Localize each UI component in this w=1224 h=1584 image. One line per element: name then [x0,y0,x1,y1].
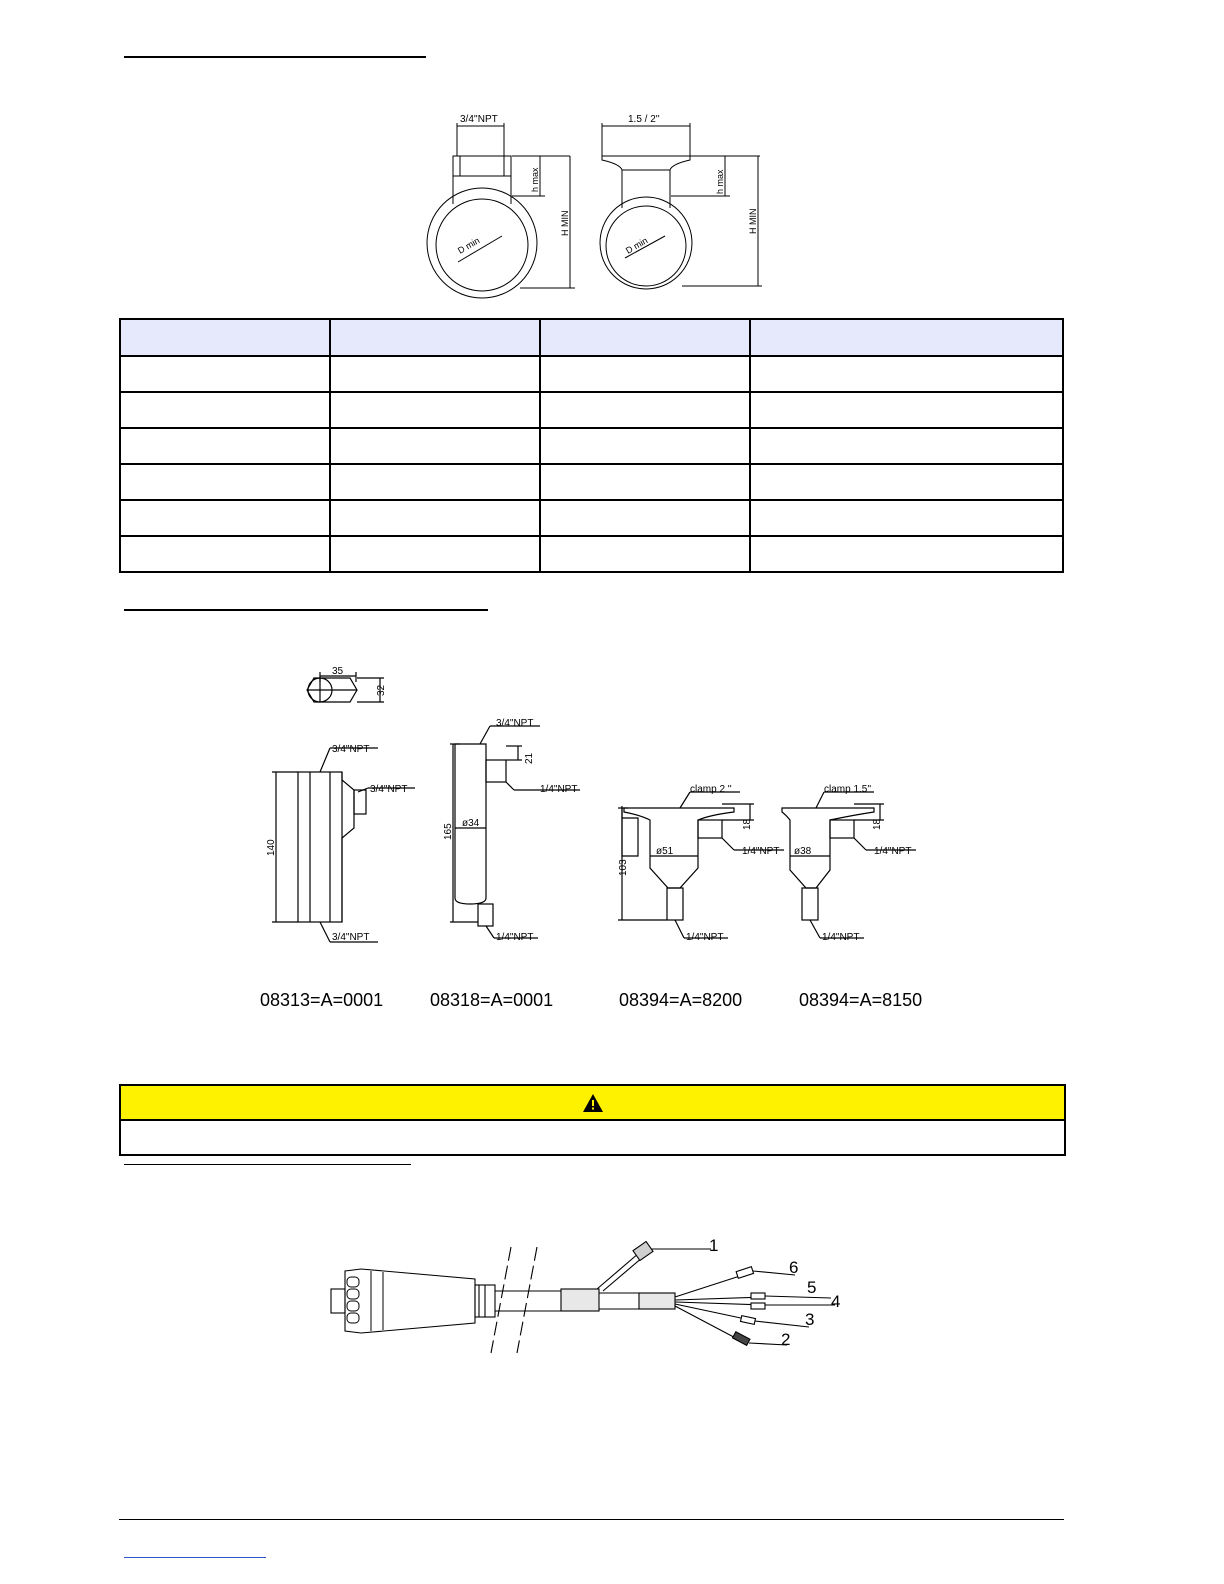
table-cell [750,428,1063,464]
table-header-cell [540,319,750,356]
table-cell [330,500,540,536]
dim-d38: ø38 [794,846,812,857]
warning-triangle-icon [582,1093,604,1113]
d-min-label-right: D min [624,235,650,256]
warning-box [119,1084,1066,1156]
table-cell [120,536,330,572]
table-cell [330,428,540,464]
table-cell [540,464,750,500]
npt-label: 3/4''NPT [460,114,498,125]
part-number-caption: 08394=A=8200 [619,990,743,1010]
table-cell [120,464,330,500]
section-heading-rule-3 [124,1164,411,1165]
table-cell [750,356,1063,392]
sensor-cable-drawing [325,1225,855,1360]
callout-6: 6 [789,1258,799,1277]
table-cell [540,392,750,428]
callout-4: 4 [831,1292,841,1311]
h-max-label-left: h max [530,167,540,192]
cell1-npt-bottom: 3/4"NPT [332,932,370,943]
flow-cell-drawing [250,660,930,950]
table-cell [750,464,1063,500]
table-cell [120,428,330,464]
cell2-npt-bottom: 1/4"NPT [496,932,534,943]
dim-18-cell3: 18 [742,818,753,830]
table-cell [540,500,750,536]
d-min-label-left: D min [456,235,482,256]
table-row [120,392,1063,428]
callout-3: 3 [805,1310,815,1329]
table-cell [330,464,540,500]
table-cell [750,392,1063,428]
dim-d34: ø34 [462,818,480,829]
table-cell [120,500,330,536]
footer-link-underline [124,1557,266,1558]
table-cell [330,536,540,572]
table-row [120,536,1063,572]
dim-d51: ø51 [656,846,674,857]
h-min-label-right: H MIN [748,208,758,234]
part-number-caption: 08313=A=0001 [260,990,384,1010]
section-heading-rule-1 [124,56,426,58]
table-header-cell [120,319,330,356]
dim-165: 165 [443,823,454,840]
table-cell [750,500,1063,536]
h-min-label-left: H MIN [560,210,570,236]
clamp-2-label: clamp 2 '' [690,784,732,795]
table-cell [330,392,540,428]
clamp-15-label: clamp 1.5'' [824,784,872,795]
warning-header [121,1086,1064,1121]
cell3-npt-bottom: 1/4"NPT [686,932,724,943]
cell4-npt-bottom: 1/4"NPT [822,932,860,943]
table-cell [540,356,750,392]
part-number-caption: 08318=A=0001 [430,990,554,1010]
cell2-npt-top: 3/4"NPT [496,718,534,729]
fitting-dimension-table [119,318,1064,573]
dim-140: 140 [266,839,277,856]
dim-32: 32 [376,684,387,696]
dim-18-cell4: 18 [872,818,883,830]
table-cell [120,356,330,392]
table-cell [750,536,1063,572]
table-cell [540,428,750,464]
table-row [120,464,1063,500]
table-cell [540,536,750,572]
dim-103: 103 [618,859,629,876]
h-max-label-right: h max [715,169,725,194]
footer-rule [119,1519,1064,1520]
weld-fitting-drawing [420,108,780,303]
cell4-npt-side: 1/4"NPT [874,846,912,857]
clamp-size-label: 1.5 / 2'' [628,114,660,125]
table-header-cell [750,319,1063,356]
table-cell [120,392,330,428]
part-number-caption: 08394=A=8150 [799,990,923,1010]
table-header-cell [330,319,540,356]
callout-2: 2 [781,1330,791,1349]
dim-35: 35 [332,666,344,677]
dim-21: 21 [524,752,535,764]
table-row [120,428,1063,464]
callout-1: 1 [709,1236,719,1255]
cell3-npt-side: 1/4"NPT [742,846,780,857]
table-cell [330,356,540,392]
table-header-row [120,319,1063,356]
section-heading-rule-2 [124,609,488,611]
cell1-npt-side: 3/4"NPT [370,784,408,795]
table-row [120,500,1063,536]
table-row [120,356,1063,392]
cell2-npt-side: 1/4"NPT [540,784,578,795]
callout-5: 5 [807,1278,817,1297]
cell1-npt-top: 3/4"NPT [332,744,370,755]
